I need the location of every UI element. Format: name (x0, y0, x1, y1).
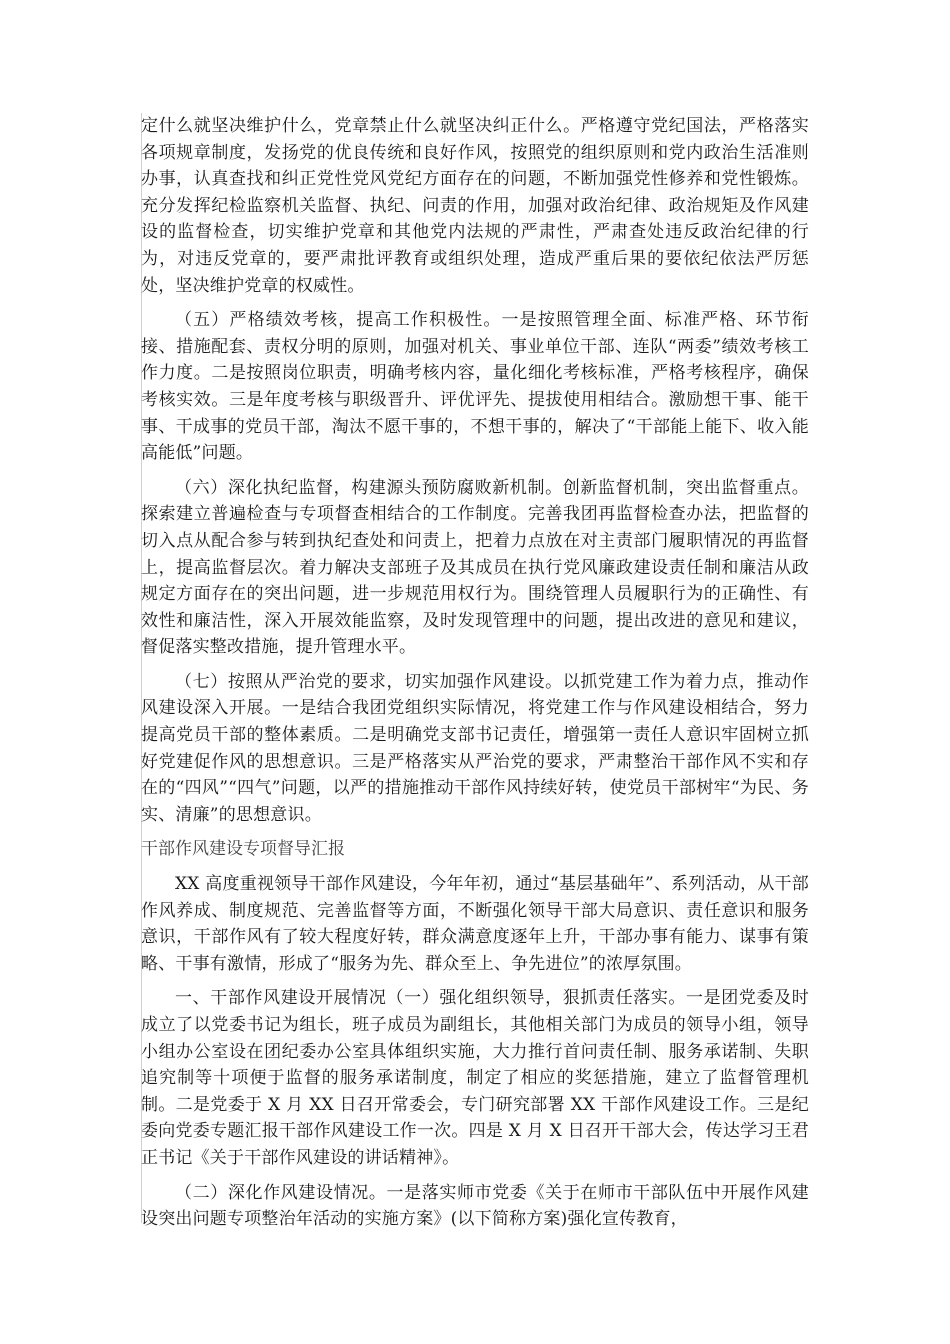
paragraph-continuation: 定什么就坚决维护什么，党章禁止什么就坚决纠正什么。严格遵守党纪国法，严格落实各项规章制度，发扬党的优良传统和良好作风，按照党的组织原则和党内政治生活准则办事，认真查找和纠正党性党风党纪方面存在的问题，不断加强党性修养和党性锻炼。充分发挥纪检监察机关监督、执纪、问责的作用，加强对政治纪律、政治规矩及作风建设的监督检查，切实维护党章和其他党内法规的严肃性，严肃查处违反政治纪律的行为，对违反党章的，要严肃批评教育或组织处理，造成严重后果的要依纪依法严厉惩处，坚决维护党章的权威性。 (141, 116, 809, 296)
paragraph-section-7: （七）按照从严治党的要求，切实加强作风建设。以抓党建工作为着力点，推动作风建设深入开展。一是结合我团党组织实际情况，将党建工作与作风建设相结合，努力提高党员干部的整体素质。二是明确党支部书记责任，增强第一责任人意识牢固树立抓好党建促作风的思想意识。三是严格落实从严治党的要求，严肃整治干部作风不实和存在的“四风”“四气”问题，以严的措施推动干部作风持续好转，使党员干部树牢“为民、务实、清廉”的思想意识。 (141, 671, 809, 825)
paragraph-part-2: （二）深化作风建设情况。一是落实师市党委《关于在师市干部队伍中开展作风建设突出问题专项整治年活动的实施方案》(以下简称方案)强化宣传教育， (141, 1182, 809, 1230)
document-page (141, 113, 809, 1241)
paragraph-part-1: 一、干部作风建设开展情况（一）强化组织领导，狠抓责任落实。一是团党委及时成立了以党委书记为组长，班子成员为副组长，其他相关部门为成员的领导小组，领导小组办公室设在团纪委办公室具体组织实施，大力推行首问责任制、服务承诺制、失职追究制等十项便于监督的服务承诺制度，制定了相应的奖惩措施，建立了监督管理机制。二是党委于 X 月 XX 日召开常委会，专门研究部署 XX 干部作风建设工作。三是纪委向党委专题汇报干部作风建设工作一次。四是 X 月 X 日召开干部大会，传达学习王君正书记《关于干部作风建设的讲话精神》。 (141, 988, 809, 1168)
paragraph-intro: XX 高度重视领导干部作风建设，今年年初，通过“基层基础年”、系列活动，从干部作风养成、制度规范、完善监督等方面，不断强化领导干部大局意识、责任意识和服务意识，干部作风有了较大程度好转，群众满意度逐年上升，干部办事有能力、谋事有策略、干事有激情，形成了“服务为先、群众至上、争先进位”的浓厚氛围。 (141, 874, 809, 974)
paragraph-section-5: （五）严格绩效考核，提高工作积极性。一是按照管理全面、标准严格、环节衔接、措施配套、责权分明的原则，加强对机关、事业单位干部、连队“两委”绩效考核工作力度。二是按照岗位职责，明确考核内容，量化细化考核标准，严格考核程序，确保考核实效。三是年度考核与职级晋升、评优评先、提拔使用相结合。激励想干事、能干事、干成事的党员干部，淘汰不愿干事的，不想干事的，解决了“干部能上能下、收入能高能低”问题。 (141, 310, 809, 464)
paragraph-section-6: （六）深化执纪监督，构建源头预防腐败新机制。创新监督机制，突出监督重点。探索建立普遍检查与专项督查相结合的工作制度。完善我团再监督检查办法，把监督的切入点从配合参与转到执纪查处和问责上，把着力点放在对主责部门履职情况的再监督上，提高监督层次。着力解决支部班子及其成员在执行党风廉政建设责任制和廉洁从政规定方面存在的突出问题，进一步规范用权行为。围绕管理人员履职行为的正确性、有效性和廉洁性，深入开展效能监察，及时发现管理中的问题，提出改进的意见和建议，督促落实整改措施，提升管理水平。 (141, 477, 809, 658)
report-heading: 干部作风建设专项督导汇报 (141, 839, 345, 860)
